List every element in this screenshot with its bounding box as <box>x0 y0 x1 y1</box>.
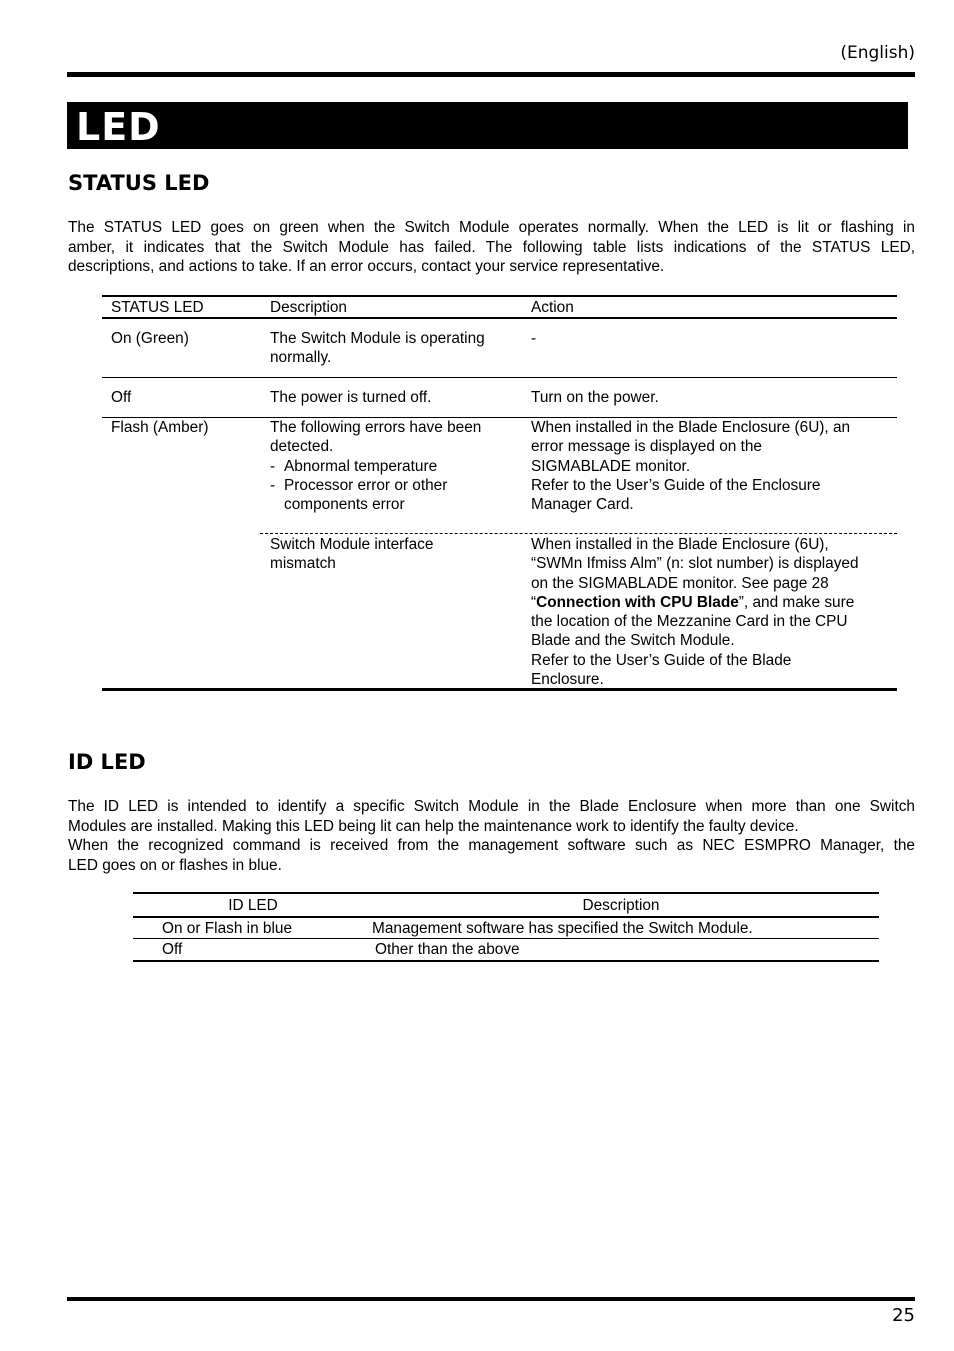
paragraph-line: Modules are installed. Making this LED being lit can help the maintenance work to identify the faulty device. <box>68 817 799 835</box>
header-rule <box>102 317 897 319</box>
status-led-paragraph <box>68 218 915 277</box>
language-label: (English) <box>840 43 915 63</box>
page-number: 25 <box>892 1305 915 1326</box>
paragraph-line: amber, it indicates that the Switch Module has failed. The following table lists indications of the STATUS LED, <box>68 238 915 256</box>
row-off-led: Off <box>162 941 183 958</box>
row-on-flash-led: On or Flash in blue <box>162 920 293 937</box>
header-rule <box>67 72 915 77</box>
col-header-led: ID LED <box>228 897 278 914</box>
table-bottom-rule <box>102 688 897 691</box>
paragraph-line: descriptions, and actions to take. If an error occurs, contact your service representative. <box>68 258 665 275</box>
id-led-heading: ID LED <box>68 750 146 774</box>
row-mismatch-action: When installed in the Blade Enclosure (6U), “SWMn Ifmiss Alm” (n: slot number) is displayed on the SIGMABLADE monitor. See page 28 “Connection with CPU Blade”, and make sure the location of the Mezzanine Card in the CPU Blade and the Switch Module. Refer to the User’s Guide of the Blade Enclosure. <box>531 536 859 689</box>
status-led-heading: STATUS LED <box>68 171 210 195</box>
row-on-green-led: On (Green) <box>111 330 189 347</box>
cross-reference-bold: Connection with CPU Blade <box>536 593 739 611</box>
row-off-led: Off <box>111 389 132 406</box>
bullet-item: - Abnormal temperature <box>270 457 438 475</box>
col-header-led: STATUS LED <box>111 299 204 316</box>
footer-rule <box>67 1297 915 1301</box>
header-rule <box>133 916 879 918</box>
paragraph-line: LED goes on or flashes in blue. <box>68 856 282 874</box>
row-off-description: The power is turned off. <box>270 389 432 406</box>
row-divider <box>102 377 897 378</box>
row-on-flash-description: Management software has specified the Switch Module. <box>372 920 753 937</box>
paragraph-line: The ID LED is intended to identify a specific Switch Module in the Blade Enclosure when more than one Switch <box>68 798 915 815</box>
row-flash-amber-action: When installed in the Blade Enclosure (6U), an error message is displayed on the SIGMABLADE monitor. Refer to the User’s Guide of the Enclosure Manager Card. <box>531 419 851 514</box>
chapter-title: LED <box>76 105 161 149</box>
row-mismatch-description: Switch Module interface mismatch <box>270 536 434 573</box>
row-dashed-divider <box>260 533 897 534</box>
col-header-description: Description <box>270 299 347 316</box>
row-off-action: Turn on the power. <box>531 389 659 406</box>
row-on-green-action: - <box>531 330 537 347</box>
row-divider <box>133 938 879 939</box>
table-top-rule <box>133 892 879 894</box>
col-header-action: Action <box>531 299 574 316</box>
paragraph-line: When the recognized command is received from the management software such as NEC ESMPRO Manager, the <box>68 837 915 854</box>
chapter-banner <box>67 102 908 149</box>
id-led-paragraph <box>68 797 915 875</box>
row-flash-amber-led: Flash (Amber) <box>111 419 209 436</box>
col-header-description: Description <box>582 897 660 914</box>
table-bottom-rule <box>133 960 879 962</box>
row-flash-amber-description: The following errors have been detected. - Abnormal temperature - Processor error or other components error <box>270 419 482 514</box>
row-on-green-description: The Switch Module is operating normally. <box>270 330 485 367</box>
table-top-rule <box>102 295 897 297</box>
bullet-item: - Processor error or other <box>270 476 448 494</box>
paragraph-line: The STATUS LED goes on green when the Switch Module operates normally. When the LED is lit or flashing in <box>68 219 915 236</box>
row-off-description: Other than the above <box>375 941 520 958</box>
